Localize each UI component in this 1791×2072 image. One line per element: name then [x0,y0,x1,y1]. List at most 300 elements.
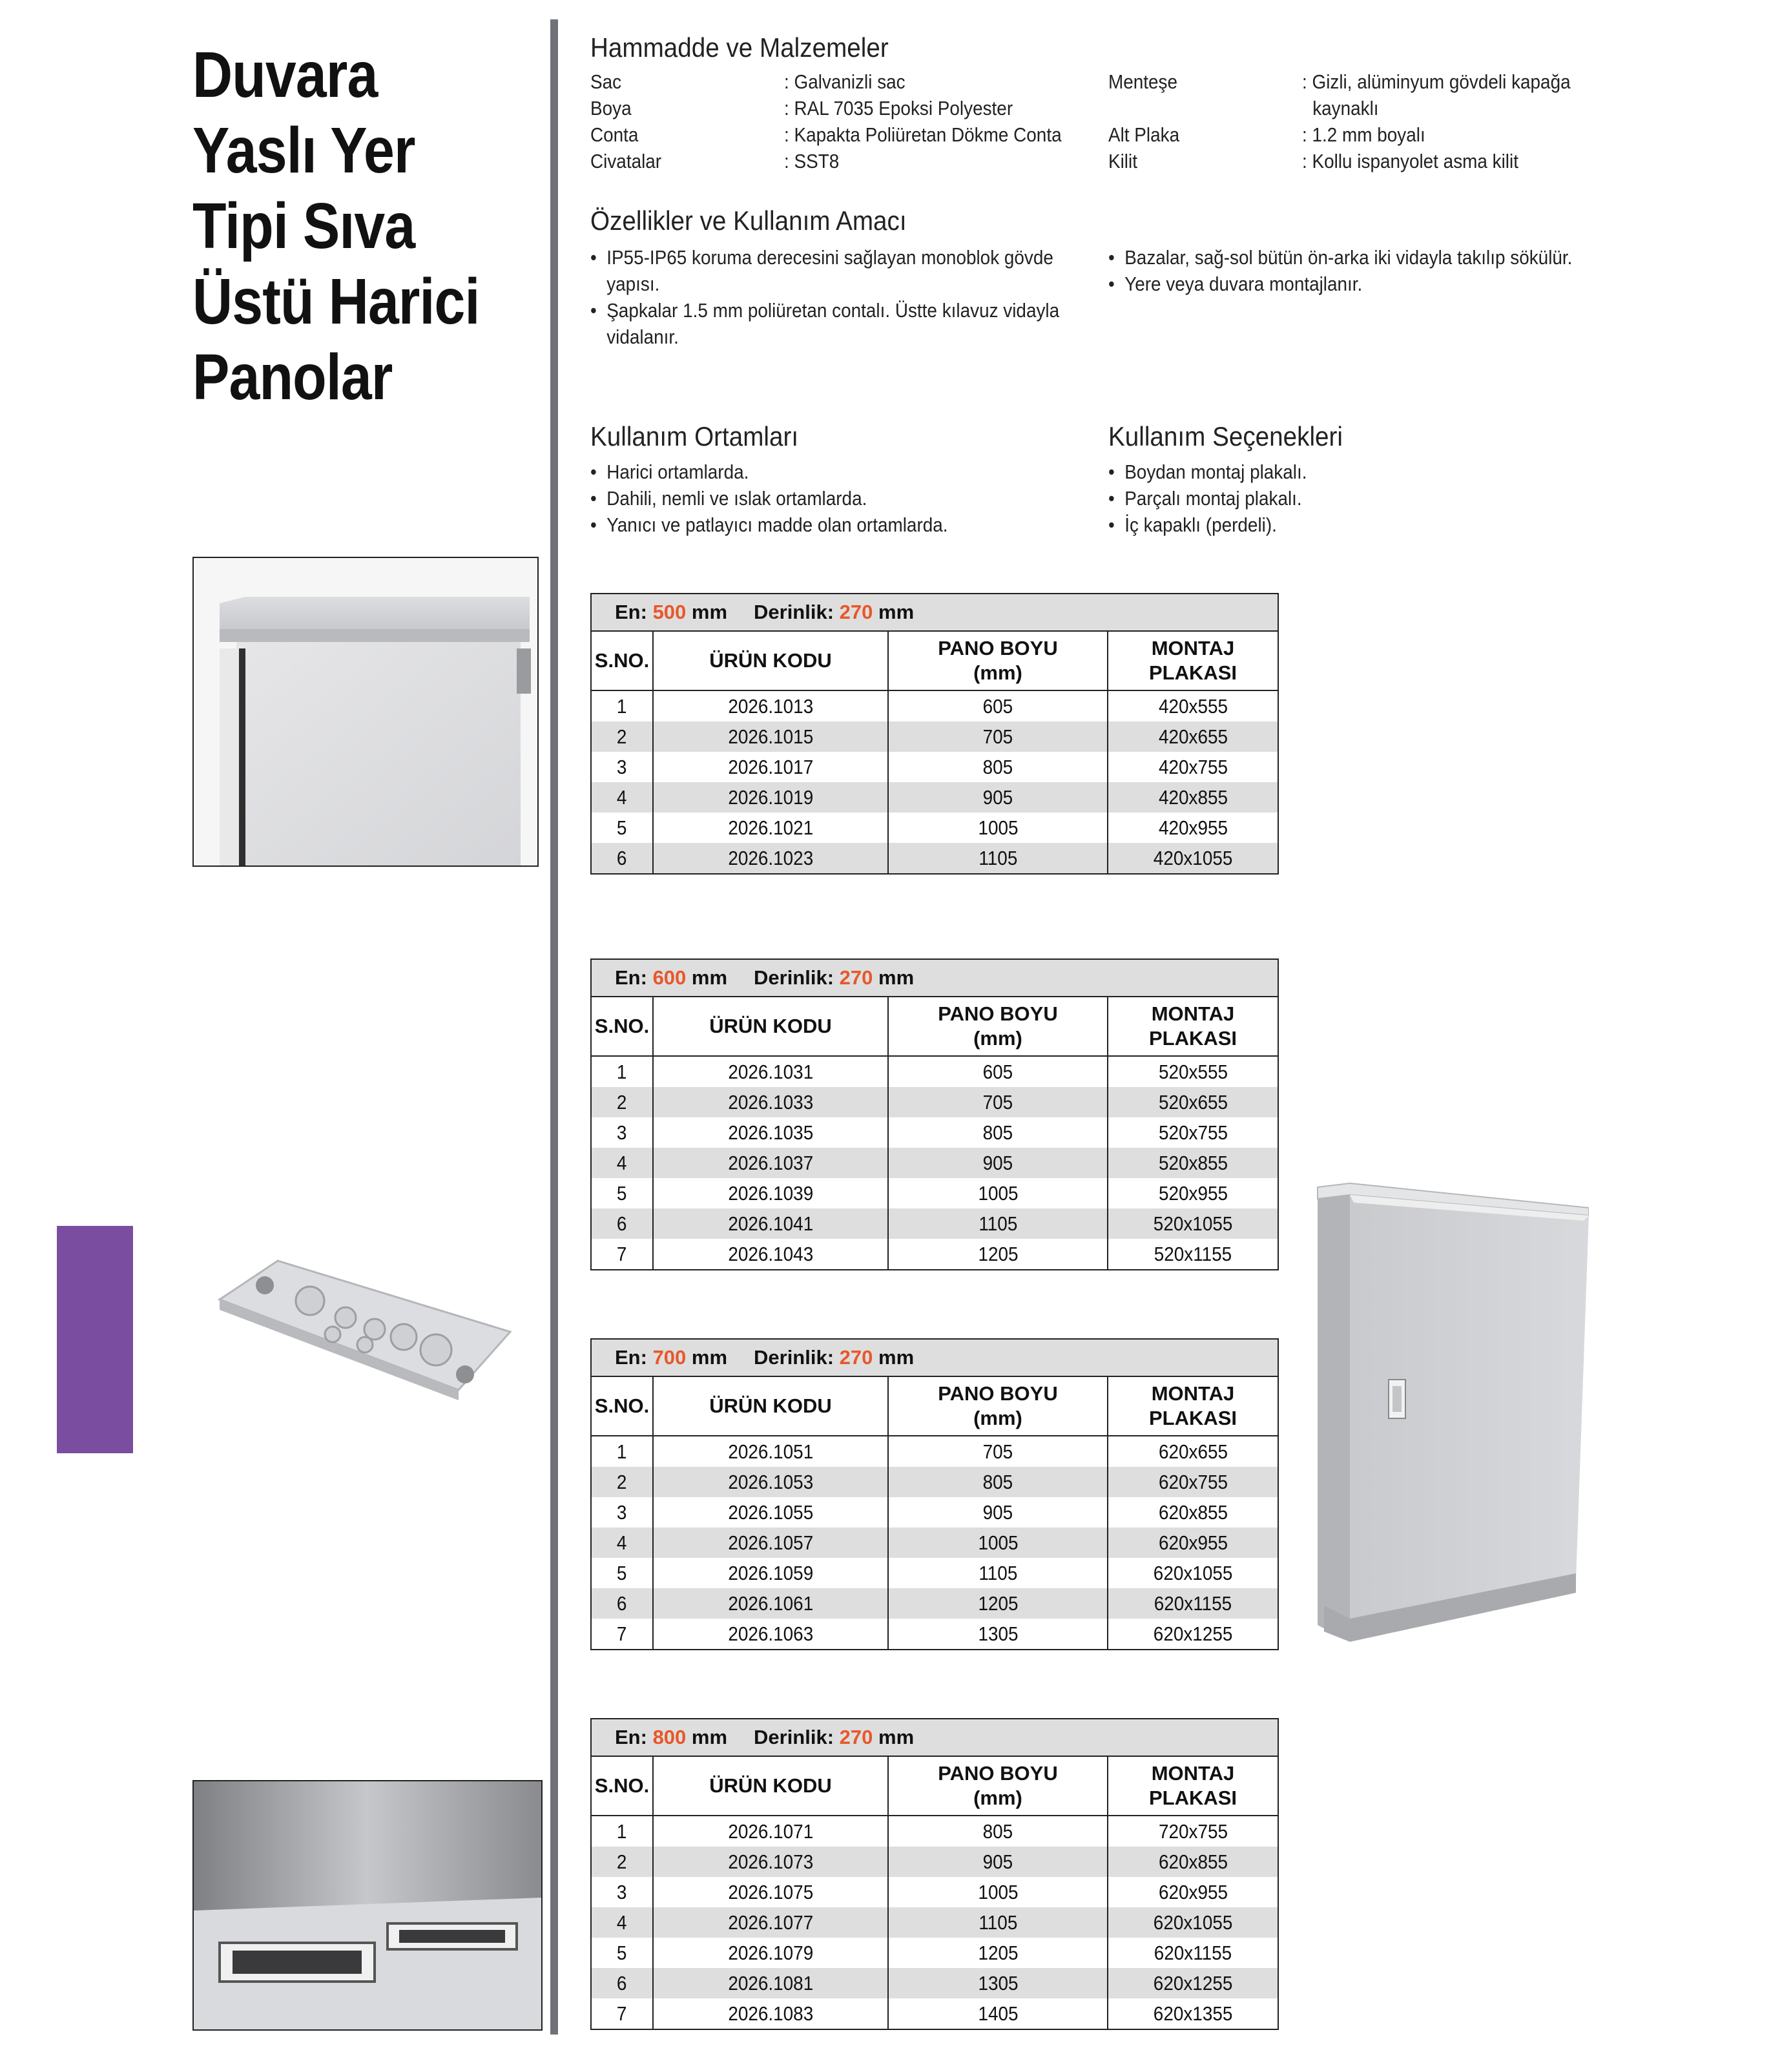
cell-sno-text: 7 [617,1243,627,1265]
cell-mounting-plate-text: 620x855 [1158,1501,1228,1524]
cell-product-code-text: 2026.1037 [728,1152,813,1174]
cell-panel-height-text: 905 [982,786,1013,809]
cell-mounting-plate [1108,1117,1278,1148]
cell-mounting-plate-text: 420x555 [1158,695,1228,718]
cell-product-code-text: 2026.1075 [728,1881,813,1903]
cell-sno [591,1208,653,1239]
environment-item: • Dahili, nemli ve ıslak ortamlarda. [590,485,948,512]
cell-sno [591,1178,653,1208]
page-title [192,37,492,415]
table-header-row [591,631,1278,690]
depth-label [754,1346,914,1369]
cell-panel-height-text: 705 [982,1091,1013,1114]
option-item: • Parçalı montaj plakalı. [1108,485,1307,512]
door-closeup-photo [192,557,539,867]
cell-sno-text: 3 [617,756,627,778]
cell-sno [591,1968,653,1998]
cell-product-code [653,721,888,752]
cell-product-code [653,1148,888,1178]
cell-product-code-text: 2026.1017 [728,756,813,778]
col-height-header [888,631,1108,690]
table-row [591,1558,1278,1588]
cell-sno-text: 6 [617,1972,627,1994]
cell-sno [591,1467,653,1497]
cell-product-code [653,1907,888,1938]
col-height-header-unit: (mm) [973,1407,1022,1429]
col-sno-header: S.NO. [591,1756,653,1816]
cell-sno-text: 1 [617,1820,627,1843]
cell-sno-text: 4 [617,1152,627,1174]
cell-mounting-plate-text: 620x955 [1158,1881,1228,1903]
cell-product-code-text: 2026.1073 [728,1850,813,1873]
cell-panel-height-text: 1205 [977,1942,1019,1964]
col-plate-header-line: PLAKASI [1148,661,1237,684]
cell-sno [591,1588,653,1619]
cell-product-code-text: 2026.1041 [728,1212,813,1235]
cell-sno-text: 2 [617,1471,627,1493]
table-header-row [591,1756,1278,1816]
cell-panel-height [888,1087,1108,1117]
cell-panel-height-text: 905 [982,1152,1013,1174]
options-list [1108,459,1307,538]
cell-panel-height-text: 1305 [977,1622,1019,1645]
table-row [591,1148,1278,1178]
door-closeup-illustration [194,558,537,865]
title-line: Yaslı Yer [192,114,415,187]
cell-sno-text: 2 [617,1850,627,1873]
cell-product-code [653,1497,888,1528]
material-key: Sac [590,70,622,93]
table-dimension-band [591,594,1278,631]
depth-label-text: Derinlik: [754,1346,840,1369]
cell-sno [591,1117,653,1148]
cell-panel-height-text: 1105 [978,1212,1017,1235]
cell-panel-height [888,1436,1108,1467]
table-row [591,813,1278,843]
cell-mounting-plate-text: 620x855 [1158,1850,1228,1873]
cell-sno-text: 6 [617,1212,627,1235]
width-value: 600 [652,966,687,989]
cell-product-code [653,1239,888,1270]
cell-product-code [653,1816,888,1847]
cell-panel-height [888,1056,1108,1087]
depth-label-text: Derinlik: [754,966,840,989]
feature-item [590,244,1059,297]
col-height-header-line: PANO BOYU [938,1762,1058,1785]
cell-panel-height [888,1847,1108,1877]
cell-mounting-plate [1108,1847,1278,1877]
cell-mounting-plate-text: 620x1255 [1153,1972,1233,1994]
width-label-text: En: [615,1346,653,1369]
cell-panel-height-text: 1005 [977,816,1019,839]
col-height-header-line: PANO BOYU [938,1382,1058,1405]
depth-unit: mm [873,1726,915,1748]
depth-label [754,966,914,989]
cell-panel-height [888,1938,1108,1968]
cell-panel-height-text: 805 [982,1471,1013,1493]
feature-item: • Yere veya duvara montajlanır. [1108,271,1572,297]
cell-mounting-plate-text: 520x755 [1158,1121,1228,1144]
table-header-row [591,997,1278,1056]
cell-sno [591,1497,653,1528]
cell-panel-height-text: 905 [982,1850,1013,1873]
cell-product-code-text: 2026.1033 [728,1091,813,1114]
cable-gland-photo [207,1248,530,1416]
cell-panel-height [888,782,1108,813]
environments-list [590,459,948,538]
cell-panel-height-text: 1205 [977,1243,1019,1265]
cell-product-code [653,1619,888,1650]
cell-sno-text: 1 [617,695,627,718]
depth-label [754,601,914,623]
material-key: Menteşe [1108,70,1178,93]
cell-sno [591,782,653,813]
cell-sno [591,843,653,874]
table-row [591,1998,1278,2029]
cell-sno-text: 4 [617,1911,627,1934]
cell-mounting-plate [1108,690,1278,721]
cell-mounting-plate-text: 620x1155 [1154,1942,1232,1964]
cell-sno-text: 5 [617,1942,627,1964]
cell-panel-height [888,1816,1108,1847]
cell-product-code-text: 2026.1023 [728,847,813,869]
depth-label [754,1726,914,1748]
cell-mounting-plate-text: 520x555 [1158,1061,1228,1083]
width-label [615,1726,754,1749]
table-row [591,782,1278,813]
width-value: 500 [652,601,687,623]
cell-panel-height-text: 905 [982,1501,1013,1524]
width-unit: mm [686,1726,728,1748]
cell-sno-text: 6 [617,847,627,869]
cell-product-code-text: 2026.1057 [728,1531,813,1554]
cell-mounting-plate [1108,752,1278,782]
cell-mounting-plate [1108,721,1278,752]
cell-product-code [653,1467,888,1497]
cell-sno [591,1816,653,1847]
cell-mounting-plate [1108,782,1278,813]
cell-mounting-plate-text: 620x1055 [1153,1911,1233,1934]
cell-mounting-plate-text: 620x1155 [1154,1592,1232,1615]
cell-panel-height [888,1998,1108,2029]
cell-product-code [653,1938,888,1968]
cell-product-code [653,1968,888,1998]
materials-left-keys [590,68,661,174]
cell-panel-height [888,1208,1108,1239]
table-row [591,1847,1278,1877]
col-sno-header: S.NO. [591,997,653,1056]
col-height-header-line: PANO BOYU [938,1002,1058,1025]
cell-sno-text: 7 [617,1622,627,1645]
cell-sno-text: 1 [617,1061,627,1083]
table-row [591,1436,1278,1467]
title-line: Tipi Sıva [192,190,415,262]
cell-product-code-text: 2026.1035 [728,1121,813,1144]
cell-product-code-text: 2026.1015 [728,725,813,748]
cell-panel-height [888,1877,1108,1907]
width-label [615,601,754,624]
table-row [591,1497,1278,1528]
col-code-header: ÜRÜN KODU [653,631,888,690]
cell-mounting-plate-text: 620x955 [1158,1531,1228,1554]
cell-panel-height [888,1178,1108,1208]
table-dimension-band [591,1339,1278,1376]
table-row [591,1056,1278,1087]
feature-line: • Şapkalar 1.5 mm poliüretan contalı. Üstte kılavuz vidayla [606,299,1060,322]
table-dimension-band [591,1719,1278,1756]
table-row [591,1087,1278,1117]
cell-sno-text: 7 [617,2002,627,2025]
cell-sno-text: 3 [617,1501,627,1524]
material-key: Civatalar [590,150,662,172]
cell-product-code [653,1436,888,1467]
table-row [591,1208,1278,1239]
cell-mounting-plate [1108,1497,1278,1528]
feature-line: vidalanır. [606,326,679,348]
cell-mounting-plate [1108,1938,1278,1968]
cell-sno-text: 3 [617,1881,627,1903]
cell-mounting-plate [1108,1467,1278,1497]
cell-mounting-plate [1108,1148,1278,1178]
cell-product-code [653,1528,888,1558]
col-sno-header: S.NO. [591,631,653,690]
cell-mounting-plate [1108,1056,1278,1087]
option-item: • Boydan montaj plakalı. [1108,459,1307,485]
cell-panel-height-text: 1005 [977,1182,1019,1205]
cell-product-code-text: 2026.1053 [728,1471,813,1493]
cell-panel-height-text: 1005 [977,1531,1019,1554]
cell-product-code-text: 2026.1061 [728,1592,813,1615]
cell-mounting-plate [1108,1558,1278,1588]
cell-sno [591,1148,653,1178]
material-key: Conta [590,123,639,146]
cell-sno [591,1847,653,1877]
col-plate-header-line: MONTAJ [1151,1762,1235,1785]
material-value: : RAL 7035 Epoksi Polyester [784,97,1013,119]
cell-product-code-text: 2026.1077 [728,1911,813,1934]
cell-sno [591,1998,653,2029]
cell-panel-height [888,1588,1108,1619]
col-height-header [888,1756,1108,1816]
cell-sno [591,1907,653,1938]
materials-right-values [1302,68,1571,174]
depth-unit: mm [873,966,915,989]
width-label [615,966,754,989]
cell-sno-text: 5 [617,816,627,839]
table-row [591,721,1278,752]
cell-mounting-plate-text: 520x955 [1158,1182,1228,1205]
col-plate-header-line: PLAKASI [1148,1027,1237,1050]
features-heading: Özellikler ve Kullanım Amacı [590,205,907,236]
cell-mounting-plate-text: 520x1155 [1154,1243,1232,1265]
cell-panel-height [888,1907,1108,1938]
table-row [591,1938,1278,1968]
table-row [591,690,1278,721]
col-plate-header [1108,1756,1278,1816]
cell-product-code [653,1208,888,1239]
cell-sno [591,752,653,782]
cell-product-code [653,1998,888,2029]
cell-sno [591,1938,653,1968]
cell-product-code [653,1117,888,1148]
cell-mounting-plate [1108,843,1278,874]
table-row [591,1968,1278,1998]
cell-product-code [653,752,888,782]
cell-panel-height-text: 605 [982,1061,1013,1083]
feature-line: • IP55-IP65 koruma derecesini sağlayan monoblok gövde [606,246,1053,269]
cell-panel-height [888,843,1108,874]
col-plate-header-line: MONTAJ [1151,1382,1235,1405]
table-row [591,1816,1278,1847]
col-height-header [888,997,1108,1056]
feature-item [590,297,1059,350]
cell-product-code-text: 2026.1031 [728,1061,813,1083]
table-header-row [591,1376,1278,1436]
cell-sno-text: 2 [617,1091,627,1114]
cell-product-code [653,1178,888,1208]
cell-mounting-plate-text: 420x1055 [1153,847,1233,869]
col-height-header-unit: (mm) [973,1787,1022,1809]
cell-mounting-plate [1108,1816,1278,1847]
table-row [591,843,1278,874]
cell-product-code-text: 2026.1021 [728,816,813,839]
depth-value: 270 [839,1346,873,1369]
option-item: • İç kapaklı (perdeli). [1108,512,1307,538]
cell-product-code-text: 2026.1019 [728,786,813,809]
cell-mounting-plate [1108,1436,1278,1467]
cell-product-code-text: 2026.1039 [728,1182,813,1205]
cell-panel-height [888,721,1108,752]
cell-panel-height [888,690,1108,721]
table-row [591,1877,1278,1907]
col-height-header [888,1376,1108,1436]
cell-product-code-text: 2026.1013 [728,695,813,718]
environment-item: • Harici ortamlarda. [590,459,948,485]
cell-panel-height-text: 605 [982,695,1013,718]
width-unit: mm [686,1346,728,1369]
table-row [591,1239,1278,1270]
material-key: Alt Plaka [1108,123,1180,146]
table-row [591,1178,1278,1208]
col-height-header-unit: (mm) [973,661,1022,684]
cell-product-code-text: 2026.1059 [728,1562,813,1584]
depth-unit: mm [873,601,915,623]
cell-panel-height [888,752,1108,782]
depth-value: 270 [839,601,873,623]
depth-value: 270 [839,1726,873,1748]
cell-mounting-plate [1108,1907,1278,1938]
cell-panel-height [888,1148,1108,1178]
cell-sno [591,1877,653,1907]
cell-panel-height [888,1558,1108,1588]
cell-panel-height-text: 1205 [977,1592,1019,1615]
cell-mounting-plate [1108,813,1278,843]
col-sno-header: S.NO. [591,1376,653,1436]
material-value: : Galvanizli sac [784,70,906,93]
cell-mounting-plate-text: 420x755 [1158,756,1228,778]
cell-panel-height-text: 805 [982,1121,1013,1144]
spec-table [590,1338,1279,1650]
cell-mounting-plate-text: 520x855 [1158,1152,1228,1174]
cell-mounting-plate-text: 620x1055 [1153,1562,1233,1584]
col-code-header: ÜRÜN KODU [653,1376,888,1436]
spec-table [590,958,1279,1270]
feature-item: • Bazalar, sağ-sol bütün ön-arka iki vidayla takılıp sökülür. [1108,244,1572,271]
title-line: Üstü Harici [192,265,480,338]
cell-panel-height-text: 705 [982,1440,1013,1463]
col-plate-header [1108,1376,1278,1436]
col-plate-header-line: PLAKASI [1148,1407,1237,1429]
material-key: Kilit [1108,150,1137,172]
cell-mounting-plate [1108,1619,1278,1650]
table-row [591,1588,1278,1619]
cell-mounting-plate-text: 720x755 [1158,1820,1228,1843]
cell-product-code [653,690,888,721]
col-plate-header [1108,631,1278,690]
cell-sno-text: 4 [617,1531,627,1554]
width-label [615,1346,754,1369]
width-value: 800 [652,1726,687,1748]
cell-product-code-text: 2026.1051 [728,1440,813,1463]
cell-mounting-plate [1108,1528,1278,1558]
material-key: Boya [590,97,632,119]
cell-panel-height [888,1619,1108,1650]
cell-product-code-text: 2026.1043 [728,1243,813,1265]
col-code-header: ÜRÜN KODU [653,1756,888,1816]
cell-product-code [653,843,888,874]
cell-sno [591,813,653,843]
spec-table [590,1718,1279,2030]
cell-product-code-text: 2026.1055 [728,1501,813,1524]
cell-mounting-plate-text: 620x1355 [1153,2002,1233,2025]
table-row [591,1907,1278,1938]
col-plate-header-line: PLAKASI [1148,1787,1237,1809]
cell-panel-height [888,1117,1108,1148]
cell-mounting-plate-text: 420x655 [1158,725,1228,748]
cell-panel-height-text: 1005 [977,1881,1019,1903]
col-plate-header-line: MONTAJ [1151,1002,1235,1025]
cell-panel-height-text: 705 [982,725,1013,748]
depth-value: 270 [839,966,873,989]
cable-gland-illustration [207,1248,530,1416]
cell-panel-height-text: 805 [982,756,1013,778]
cell-sno [591,1087,653,1117]
cell-product-code-text: 2026.1071 [728,1820,813,1843]
category-tab [57,1226,133,1453]
cell-panel-height [888,1467,1108,1497]
cabinet-illustration [1305,1179,1589,1644]
depth-label-text: Derinlik: [754,1726,840,1748]
cell-mounting-plate-text: 520x655 [1158,1091,1228,1114]
cell-sno-text: 2 [617,725,627,748]
cell-sno-text: 4 [617,786,627,809]
cell-panel-height [888,1497,1108,1528]
cell-sno [591,1436,653,1467]
vertical-divider [550,19,558,2035]
cell-sno [591,1239,653,1270]
width-value: 700 [652,1346,687,1369]
table-row [591,1528,1278,1558]
cell-mounting-plate-text: 520x1055 [1153,1212,1233,1235]
cell-mounting-plate [1108,1968,1278,1998]
depth-label-text: Derinlik: [754,601,840,623]
cell-panel-height [888,1968,1108,1998]
feature-line: yapısı. [606,273,660,295]
cell-panel-height [888,813,1108,843]
title-line: Panolar [192,341,393,413]
cell-sno [591,721,653,752]
cell-mounting-plate [1108,1178,1278,1208]
